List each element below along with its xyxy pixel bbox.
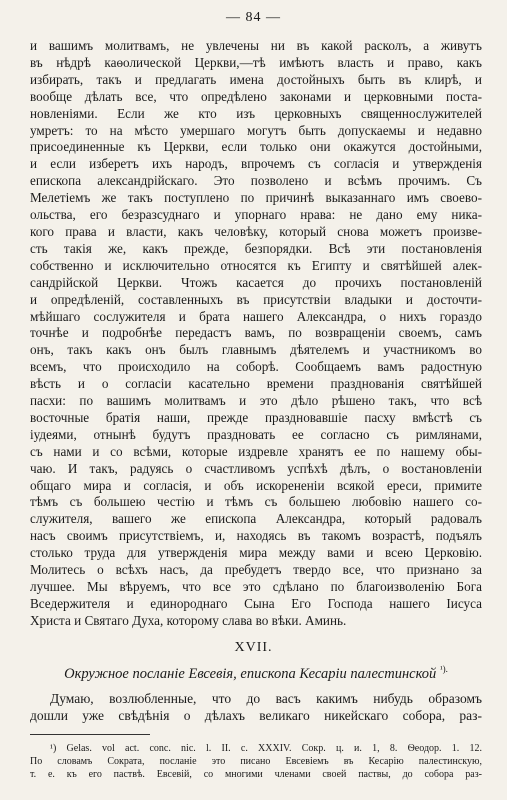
text-line: Мелетіемъ же такъ поступлено по причинѣ выказаннаго имъ своево- [30, 190, 482, 206]
page-number: — 84 — [226, 10, 281, 25]
text-line: новленіями. Если же кто изъ церковныхъ священнослужителей [30, 105, 482, 121]
text-line: пасхи: по вашимъ молитвамъ и это дѣло рѣшено такъ, что всѣ [30, 393, 482, 409]
text-line: собственно и исключительно относятся къ Египту и святѣйшей алек- [30, 257, 482, 273]
text-line: епископа александрійскаго. Это позволено и всѣмъ прочимъ. Съ [30, 173, 482, 189]
text-line: насъ своимъ присутствіемъ, и, находясь въ такомъ возрастѣ, подъялъ [30, 528, 482, 544]
section-title [30, 664, 482, 683]
text-line: сть такія же, какъ прежде, безпорядки. Всѣ эти постановленія [30, 240, 482, 256]
text-line: столько труда для утвержденія мира между вами и всею Церковію. [30, 545, 482, 561]
text-line: общаго мира и согласія, и объ искорененіи всякой ереси, примите [30, 477, 482, 493]
section-title-text: Окружное посланіе Евсевія, епископа Кесаріи палестинской [64, 665, 437, 682]
text-line: и вашимъ молитвамъ, не увлечены ни въ какой расколъ, а живутъ [30, 38, 482, 53]
text-line: чаю. И такъ, радуясь о счастливомъ успѣхѣ дѣлъ, о востановленіи [30, 460, 482, 476]
text-line: служителя, вашего же епископа Александра, который радовалъ [30, 511, 482, 527]
intro-line: Думаю, возлюбленные, что до васъ какимъ нибудь образомъ [50, 691, 482, 706]
main-text [30, 38, 482, 630]
intro-line: дошли уже свѣдѣнія о дѣлахъ великаго никейскаго собора, раз- [30, 708, 482, 723]
text-line: и опредѣленій, составленныхъ въ присутствіи владыки и досточти- [30, 291, 482, 307]
text-line: вообще дѣлать все, что опредѣлено законами и церковными поста- [30, 88, 482, 104]
text-line: въ нѣдрѣ каѳолической Церкви,—тѣ имѣютъ власть и право, какъ [30, 54, 482, 70]
text-line: Молитесь о всѣхъ насъ, да пребудетъ твердо все, что признано за [30, 562, 482, 578]
footnotes [30, 742, 482, 781]
footnote-line: ¹) Gelas. vol act. conc. nic. l. II. c. XXXIV. Сокр. ц. и. 1, 8. Ѳеодор. 1. 12. [50, 743, 482, 754]
text-line: ольства, его безразсуднаго и упорнаго нрава: не дано ему ника- [30, 207, 482, 223]
section-number: XVII. [234, 640, 273, 655]
text-line: и если изберетъ ихъ народъ, впрочемъ съ согласія и утвержденія [30, 156, 482, 172]
text-line: іудеями, отнынѣ будутъ праздновать ее согласно съ римлянами, [30, 426, 482, 442]
text-line: онъ, такъ какъ онъ былъ главнымъ дѣятелемъ и участникомъ во [30, 342, 482, 358]
footnote-line: По словамъ Сократа, посланіе это писано Евсевіемъ въ Кесарію палестинскую, [30, 756, 482, 767]
text-line: съ нами и со всѣми, которые издревле хранятъ ее по нашему обы- [30, 443, 482, 459]
text-line: кого права и власти, какъ человѣку, который снова можетъ произве- [30, 223, 482, 239]
text-line: точнѣе и подробнѣе передастъ вамъ, по возвращеніи своемъ, самъ [30, 325, 482, 341]
text-line: восточные братія наши, прежде праздновавшіе пасху вмѣстѣ съ [30, 409, 482, 425]
text-line: мѣйшаго сослужителя и брата нашего Александра, о нихъ гораздо [30, 308, 482, 324]
intro-paragraph [30, 690, 482, 724]
text-line: Вседержителя и единороднаго Сына Его Господа нашего Іисуса [30, 595, 482, 611]
text-line: всемъ, что происходило на соборѣ. Сообщаемъ вамъ радостную [30, 359, 482, 375]
text-line: вѣсть и о согласіи касательно времени празднованія святѣйшей [30, 376, 482, 392]
footnote-divider [30, 734, 150, 735]
text-line: сандрійской Церкви. Чтожъ касается до прочихъ постановленій [30, 274, 482, 290]
text-line: избирать, такъ и предлагать имена достойныхъ быть въ клирѣ, и [30, 71, 482, 87]
text-line: умретъ: то на мѣсто умершаго могутъ быть допускаемы и недавно [30, 122, 482, 138]
text-line: лучшее. Мы вѣруемъ, что все это сдѣлано по благоизволенію Бога [30, 579, 482, 594]
footnote-mark: ¹). [439, 664, 448, 674]
footnote-line: т. е. къ его паствѣ. Евсевій, со многими членами своей паствы, до собора раз- [30, 769, 482, 780]
text-line: тѣмъ съ большею честію и тѣмъ съ большею любовію нашего со- [30, 494, 482, 510]
text-line: присоединенные къ Церкви, если только они окажутся достойными, [30, 139, 482, 155]
text-line: Христа и Святаго Духа, которому слава во вѣки. Аминь. [30, 612, 347, 628]
